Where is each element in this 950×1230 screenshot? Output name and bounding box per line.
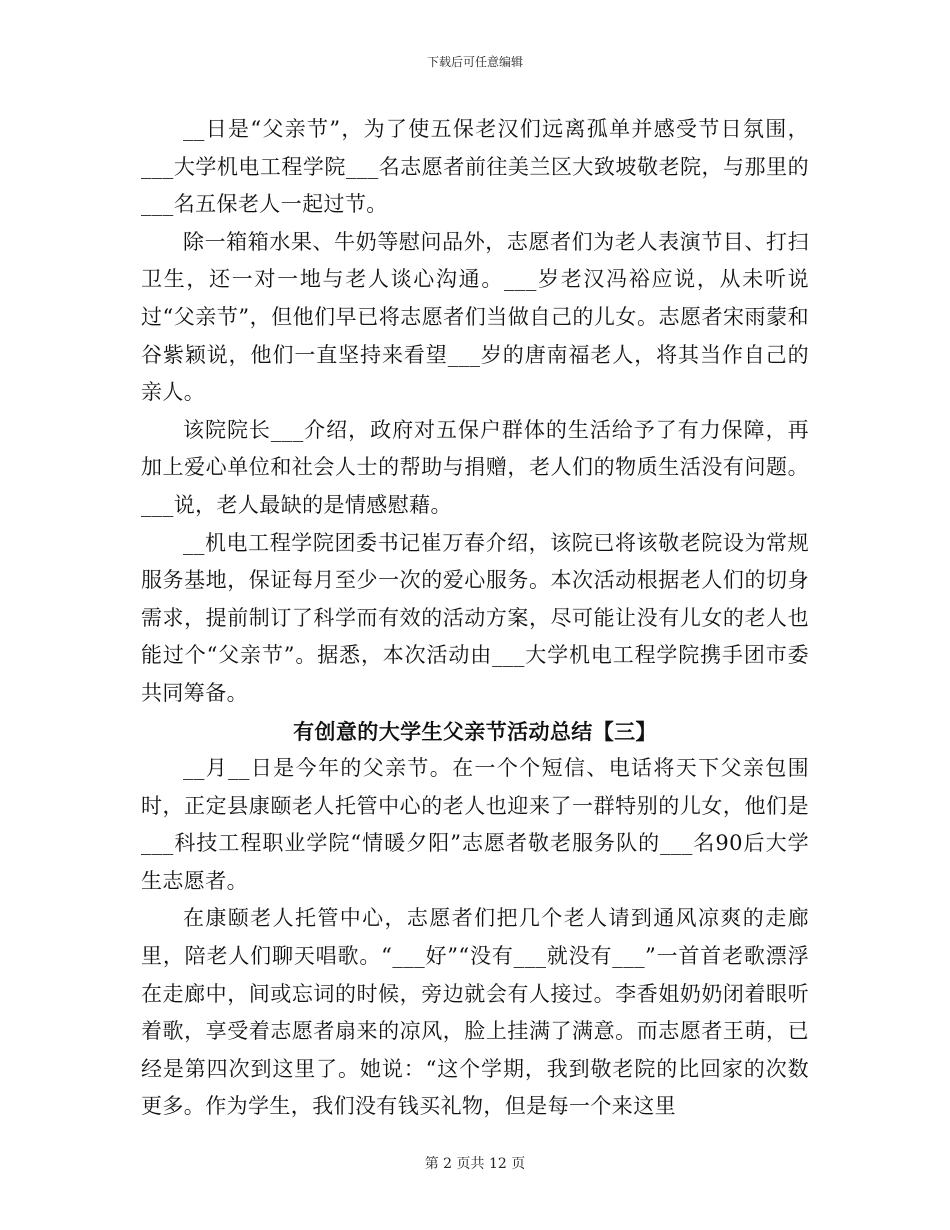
document-body — [141, 111, 809, 1126]
page-header: 下载后可任意编辑 — [426, 55, 523, 69]
paragraph: 该院院长___介绍，政府对五保户群体的生活给予了有力保障，再加上爱心单位和社会人士的帮助与捐赠，老人们的物质生活没有问题。___说，老人最缺的是情感慰藉。 — [141, 417, 809, 517]
paragraph: __月__日是今年的父亲节。在一个个短信、电话将天下父亲包围时，正定县康颐老人托管中心的老人也迎来了一群特别的儿女，他们是___科技工程职业学院“情暖夕阳”志愿者敬老服务队的___名90后大学生志愿者。 — [141, 756, 809, 893]
section-title: 有创意的大学生父亲节活动总结【三】 — [293, 718, 657, 744]
paragraph: __机电工程学院团委书记崔万春介绍，该院已将该敬老院设为常规服务基地，保证每月至少一次的爱心服务。本次活动根据老人们的切身需求，提前制订了科学而有效的活动方案，尽可能让没有儿女的老人也能过个“父亲节”。据悉，本次活动由___大学机电工程学院携手团市委共同筹备。 — [141, 530, 809, 705]
paragraph: 除一箱箱水果、牛奶等慰问品外，志愿者们为老人表演节目、打扫卫生，还一对一地与老人谈心沟通。___岁老汉冯裕应说，从未听说过“父亲节”，但他们早已将志愿者们当做自己的儿女。志愿者宋雨蒙和谷紫颖说，他们一直坚持来看望___岁的唐南福老人，将其当作自己的亲人。 — [141, 229, 809, 405]
paragraph: 在康颐老人托管中心，志愿者们把几个老人请到通风凉爽的走廊里，陪老人们聊天唱歌。“___好”“没有___就没有___”一首首老歌漂浮在走廊中，间或忘词的时候，旁边就会有人接过。李香姐奶奶闭着眼听着歌，享受着志愿者扇来的凉风，脸上挂满了满意。而志愿者王萌，已经是第四次到这里了。她说：“这个学期，我到敬老院的比回家的次数更多。作为学生，我们没有钱买礼物，但是每一个来这里 — [141, 906, 809, 1119]
paragraph: __日是“父亲节”，为了使五保老汉们远离孤单并感受节日氛围，___大学机电工程学院___名志愿者前往美兰区大致坡敬老院，与那里的___名五保老人一起过节。 — [141, 117, 809, 217]
page-footer: 第 2 页共 12 页 — [424, 1156, 526, 1172]
